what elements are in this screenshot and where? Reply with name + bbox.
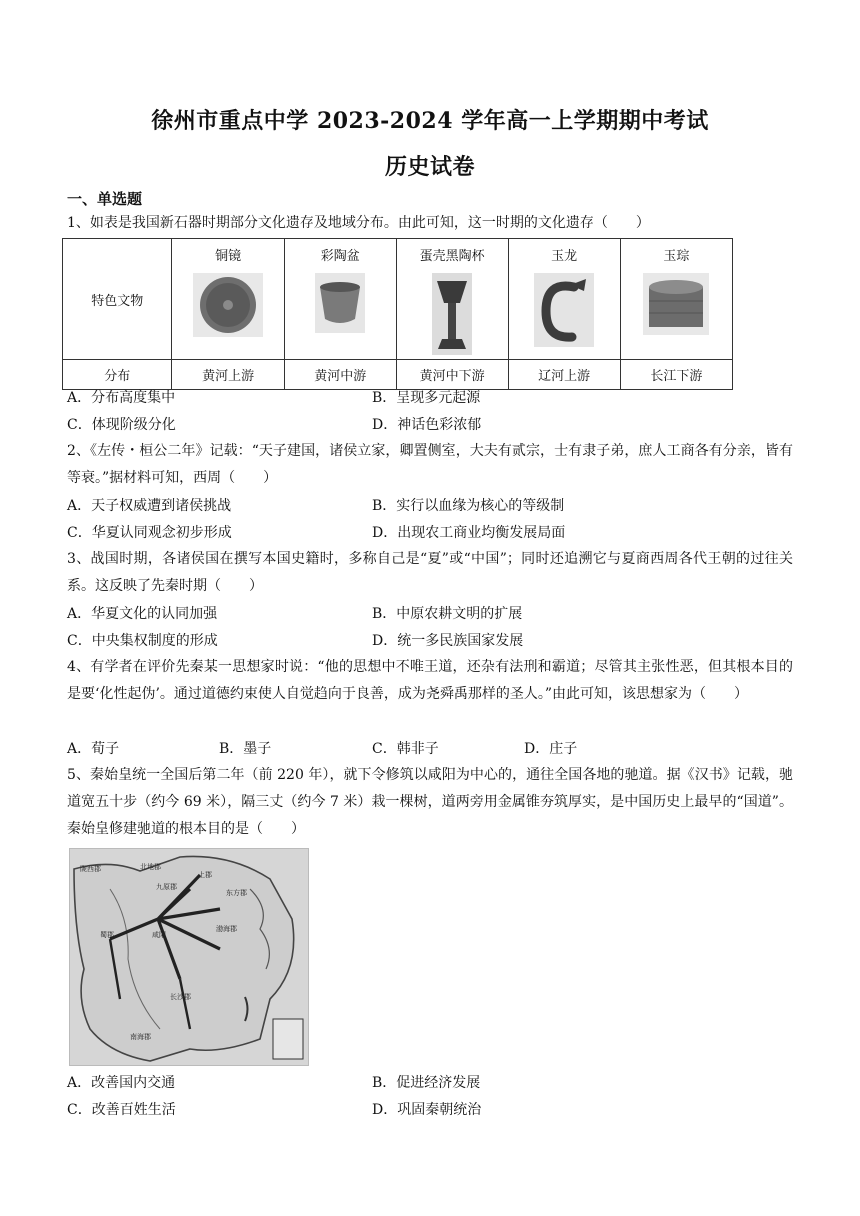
table-row-header: 分布 bbox=[63, 360, 172, 390]
q4-option-d: D．庄子 bbox=[524, 741, 578, 757]
map-label: 东方郡 bbox=[226, 889, 247, 897]
q3-option-c: C．中央集权制度的形成 bbox=[67, 633, 218, 649]
map-drawing bbox=[70, 849, 308, 1065]
map-label: 咸阳 bbox=[152, 931, 166, 939]
q3-option-a: A．华夏文化的认同加强 bbox=[67, 606, 218, 622]
section-title: 一、单选题 bbox=[67, 190, 143, 208]
exam-title: 徐州市重点中学 2023-2024 学年高一上学期期中考试 bbox=[151, 108, 709, 134]
artifact-name: 玉龙 bbox=[551, 249, 578, 264]
artifact-cell bbox=[620, 239, 732, 360]
map-label: 陇西郡 bbox=[80, 865, 101, 873]
q1-table bbox=[62, 238, 733, 390]
q5-option-d: D．巩固秦朝统治 bbox=[372, 1102, 482, 1118]
bronze-mirror-image bbox=[193, 273, 263, 337]
q3-option-d: D．统一多民族国家发展 bbox=[372, 633, 524, 649]
artifact-name: 蛋壳黑陶杯 bbox=[419, 249, 485, 264]
q1-region-row bbox=[63, 360, 733, 390]
eggshell-black-pottery-cup-image bbox=[432, 273, 472, 355]
q2-option-c: C．华夏认同观念初步形成 bbox=[67, 525, 232, 541]
artifact-name: 玉琮 bbox=[663, 249, 690, 264]
q4-stem: 4、有学者在评价先秦某一思想家时说：“他的思想中不唯王道，还杂有法刑和霸道；尽管其主张性恶，但其根本目的是要‘化性起伪’。通过道德约束使人自觉趋向于良善，成为尧舜禹那样的圣人。”由此可知，该思想家为（ ） bbox=[67, 659, 793, 702]
q3-option-b: B．中原农耕文明的扩展 bbox=[372, 606, 523, 622]
q4-option-b: B．墨子 bbox=[219, 741, 272, 757]
q1-option-c: C．体现阶级分化 bbox=[67, 417, 176, 433]
artifact-name: 铜镜 bbox=[215, 249, 242, 264]
artifact-cell bbox=[396, 239, 508, 360]
table-row-header: 特色文物 bbox=[63, 239, 172, 360]
q2-stem: 2、《左传・桓公二年》记载：“天子建国，诸侯立家，卿置侧室，大夫有贰宗，士有隶子弟，庶人工商各有分亲，皆有等衰。”据材料可知，西周（ ） bbox=[67, 443, 793, 486]
exam-subtitle: 历史试卷 bbox=[384, 154, 475, 180]
q4-option-a: A．荀子 bbox=[67, 741, 120, 757]
region-cell: 黄河中下游 bbox=[396, 360, 508, 390]
q3-stem: 3、战国时期，各诸侯国在撰写本国史籍时，多称自己是“夏”或“中国”；同时还追溯它与夏商西周各代王朝的过往关系。这反映了先秦时期（ ） bbox=[67, 551, 793, 594]
artifact-cell bbox=[284, 239, 396, 360]
region-cell: 长江下游 bbox=[620, 360, 732, 390]
painted-pottery-basin-image bbox=[315, 273, 365, 333]
q1-option-a: A．分布高度集中 bbox=[67, 390, 176, 406]
region-cell: 黄河中游 bbox=[284, 360, 396, 390]
qin-road-map bbox=[69, 848, 309, 1066]
artifact-name: 彩陶盆 bbox=[320, 249, 360, 264]
q1-stem: 1、如表是我国新石器时期部分文化遗存及地域分布。由此可知，这一时期的文化遗存（ ） bbox=[67, 215, 650, 231]
q2-option-b: B．实行以血缘为核心的等级制 bbox=[372, 498, 565, 514]
map-label: 蜀郡 bbox=[100, 931, 114, 939]
q4-option-c: C．韩非子 bbox=[372, 741, 439, 757]
region-cell: 辽河上游 bbox=[508, 360, 620, 390]
region-cell: 黄河上游 bbox=[172, 360, 284, 390]
map-label: 南海郡 bbox=[130, 1033, 151, 1041]
map-label: 渤海郡 bbox=[216, 925, 237, 933]
q5-option-a: A．改善国内交通 bbox=[67, 1075, 176, 1091]
q2-option-d: D．出现农工商业均衡发展局面 bbox=[372, 525, 566, 541]
q5-stem: 5、秦始皇统一全国后第二年（前 220 年），就下令修筑以咸阳为中心的，通往全国各地的驰道。据《汉书》记载，驰道宽五十步（约今 69 米），隔三丈（约今 7 米）栽一棵树，道两旁用金属锥夯筑厚实，是中国历史上最早的“国道”。秦始皇修建驰道的根本目的是（ ） bbox=[67, 767, 793, 837]
q2-option-a: A．天子权威遭到诸侯挑战 bbox=[67, 498, 232, 514]
q1-option-d: D．神话色彩浓郁 bbox=[372, 417, 482, 433]
map-label: 北地郡 bbox=[140, 863, 161, 871]
artifact-cell bbox=[172, 239, 284, 360]
map-label: 九原郡 bbox=[156, 883, 177, 891]
q5-option-c: C．改善百姓生活 bbox=[67, 1102, 176, 1118]
map-label: 长沙郡 bbox=[170, 993, 191, 1001]
q1-artifact-row bbox=[63, 239, 733, 360]
map-label: 上郡 bbox=[198, 871, 212, 879]
jade-dragon-image bbox=[534, 273, 594, 347]
q5-option-b: B．促进经济发展 bbox=[372, 1075, 481, 1091]
artifact-cell bbox=[508, 239, 620, 360]
jade-cong-image bbox=[643, 273, 709, 335]
q1-option-b: B．呈现多元起源 bbox=[372, 390, 481, 406]
